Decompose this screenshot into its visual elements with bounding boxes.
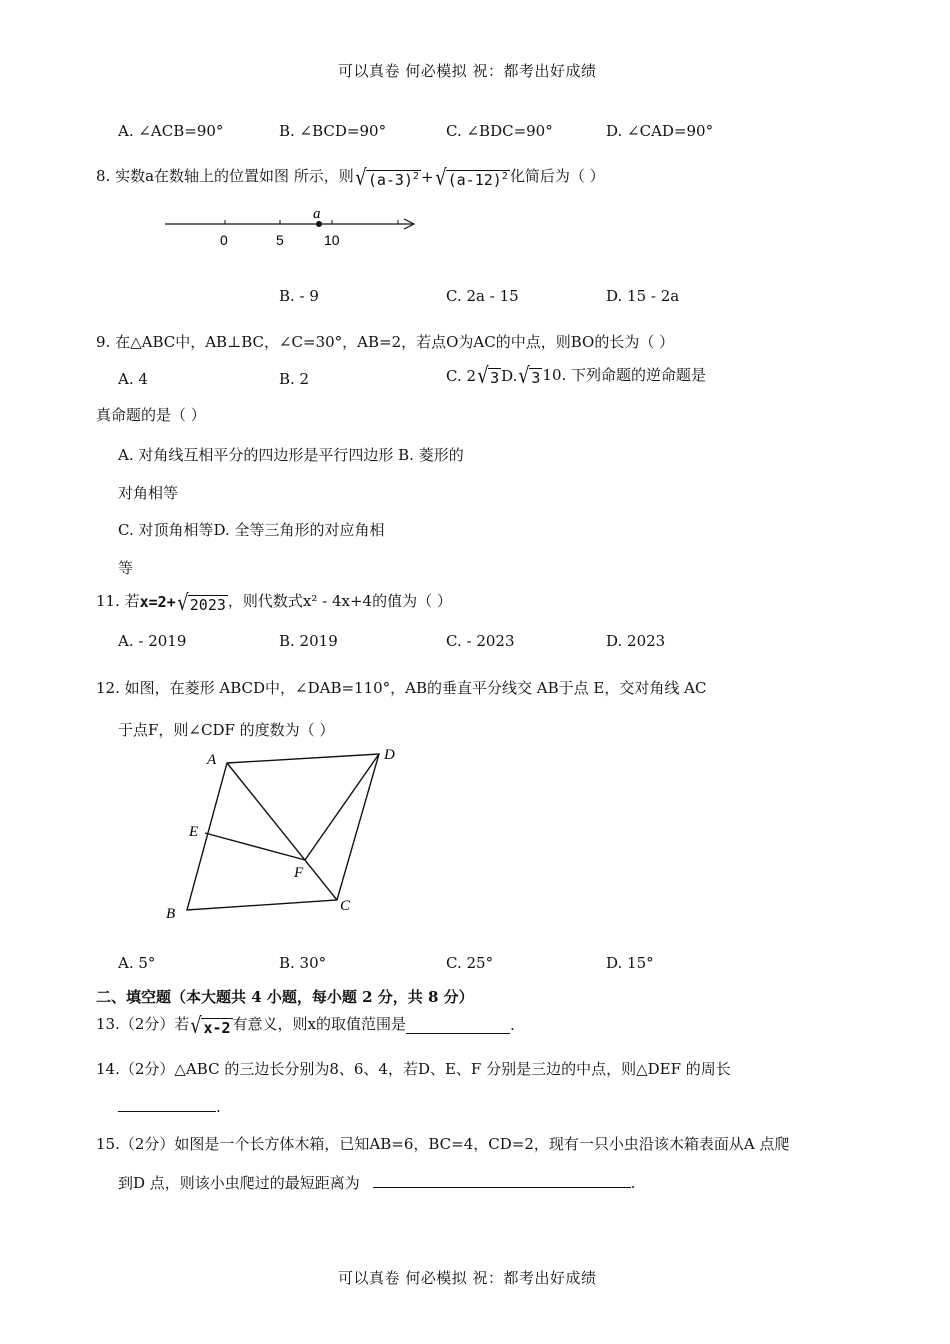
tick-label-5: 5 — [276, 232, 284, 248]
q11-suffix: ，则代数式x² - 4x+4的值为（ ） — [227, 592, 452, 610]
q8-option-d: D. 15 - 2a — [606, 287, 680, 305]
q12-question-line1: 12. 如图，在菱形 ABCD中，∠DAB=110°，AB的垂直平分线交 AB于点 E，交对角线 AC — [96, 679, 707, 697]
diagonal-ac — [227, 763, 337, 900]
q10-option-b-cont: 对角相等 — [118, 484, 179, 502]
q13-answer-blank[interactable] — [406, 1017, 510, 1034]
q10-option-c: C. 对顶角相等D. 全等三角形的对应角相 — [118, 521, 385, 539]
segment-ef — [205, 833, 305, 860]
label-a: A — [207, 752, 217, 768]
q12-rhombus-figure — [160, 740, 410, 930]
q9-option-b: B. 2 — [279, 370, 310, 388]
q7-option-d: D. ∠CAD=90° — [606, 122, 714, 140]
q9-option-c-sqrt: √ 3 — [477, 364, 500, 389]
q12-option-d: D. 15° — [606, 954, 654, 972]
q13-question — [96, 1013, 515, 1038]
label-e: E — [189, 824, 199, 840]
q8-option-c: C. 2a - 15 — [446, 287, 519, 305]
point-a-label: a — [313, 206, 321, 222]
label-f: F — [294, 865, 304, 881]
q9-option-a: A. 4 — [118, 370, 148, 388]
q9-option-d: D. — [501, 367, 518, 385]
q14-answer-line — [118, 1095, 221, 1116]
label-b: B — [166, 906, 176, 922]
q11-option-b: B. 2019 — [279, 632, 338, 650]
label-c: C — [340, 898, 351, 914]
q15-end: . — [630, 1174, 636, 1192]
q11-option-d: D. 2023 — [606, 632, 666, 650]
q7-option-b: B. ∠BCD=90° — [279, 122, 387, 140]
page-footer: 可以真卷 何必模拟 祝：都考出好成绩 — [338, 1269, 597, 1287]
q11-option-c: C. - 2023 — [446, 632, 515, 650]
q9-option-d-sqrt: √ 3 — [518, 364, 541, 389]
q11-prefix: 11. 若 — [96, 592, 140, 610]
page-header: 可以真卷 何必模拟 祝：都考出好成绩 — [338, 62, 597, 80]
q9-question: 9. 在△ABC中，AB⊥BC，∠C=30°，AB=2，若点O为AC的中点，则BO的长为（ ） — [96, 333, 675, 351]
q15-line2-text: 到D 点，则该小虫爬过的最短距离为 — [118, 1174, 360, 1192]
q15-question-line1: 15.（2分）如图是一个长方体木箱，已知AB=6，BC=4，CD=2，现有一只小虫沿该木箱表面从A 点爬 — [96, 1135, 790, 1153]
q10-question-start: 10. 下列命题的逆命题是 — [542, 366, 707, 384]
q9-option-c-d-line — [446, 364, 706, 388]
q14-answer-blank[interactable] — [118, 1095, 216, 1112]
tick-label-10: 10 — [324, 232, 340, 248]
q13-end: . — [510, 1016, 515, 1034]
q11-x-expr: x=2+ — [139, 593, 176, 611]
q8-option-b: B. - 9 — [279, 287, 319, 305]
label-d: D — [384, 747, 395, 763]
q10-question-cont: 真命题的是（ ） — [96, 406, 206, 424]
q8-question — [96, 165, 605, 190]
q15-question-line2 — [118, 1171, 635, 1193]
q15-answer-blank[interactable] — [373, 1171, 631, 1188]
q8-prefix: 8. 实数a在数轴上的位置如图 所示，则 — [96, 167, 354, 185]
q12-option-b: B. 30° — [279, 954, 327, 972]
q13-prefix: 13.（2分）若 — [96, 1015, 190, 1033]
q7-option-a: A. ∠ACB=90° — [118, 122, 224, 140]
q10-option-d-cont: 等 — [118, 559, 134, 577]
q9-option-c: C. 2 — [446, 367, 477, 385]
q11-question — [96, 590, 452, 615]
q8-sqrt-1: √ $(a-3)^2$ — [355, 166, 420, 191]
q13-suffix: 有意义，则x的取值范围是 — [232, 1015, 406, 1033]
q8-plus: + — [421, 168, 434, 186]
q13-sqrt: √ x-2 — [190, 1014, 231, 1039]
q8-number-line — [160, 205, 430, 255]
q11-option-a: A. - 2019 — [118, 632, 187, 650]
q10-option-a: A. 对角线互相平分的四边形是平行四边形 B. 菱形的 — [118, 446, 464, 464]
q12-question-line2: 于点F，则∠CDF 的度数为（ ） — [118, 721, 335, 739]
q12-option-a: A. 5° — [118, 954, 156, 972]
section-2-heading: 二、填空题（本大题共 4 小题，每小题 2 分，共 8 分） — [96, 988, 474, 1006]
q11-sqrt: √ 2023 — [177, 591, 226, 616]
q7-option-c: C. ∠BDC=90° — [446, 122, 553, 140]
tick-label-0: 0 — [220, 232, 228, 248]
q12-option-c: C. 25° — [446, 954, 494, 972]
segment-df — [305, 754, 379, 860]
q14-question-line1: 14.（2分）△ABC 的三边长分别为8、6、4，若D、E、F 分别是三边的中点，则△DEF 的周长 — [96, 1060, 731, 1078]
q14-end: . — [216, 1098, 221, 1116]
q8-suffix: 化简后为（ ） — [509, 167, 605, 185]
q8-sqrt-2: √ $(a-12)^2$ — [434, 166, 508, 191]
